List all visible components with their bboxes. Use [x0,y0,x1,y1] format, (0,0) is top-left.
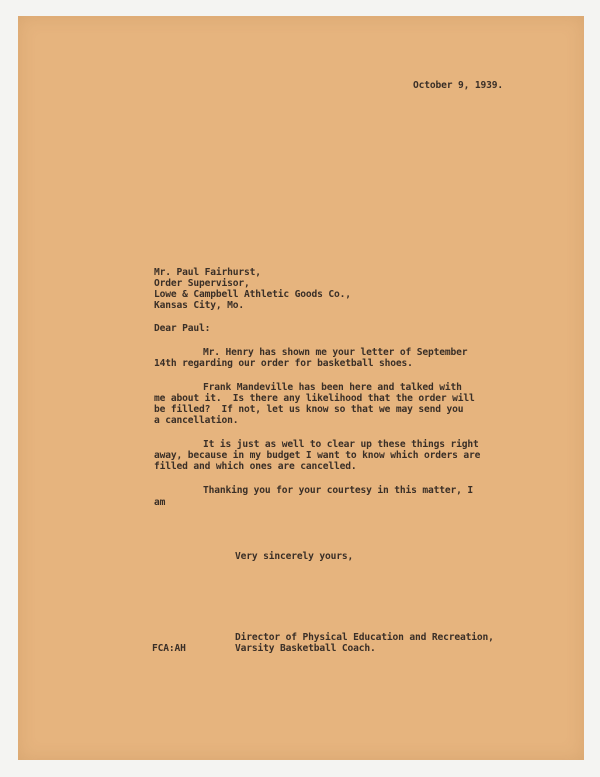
body-line: a cancellation. [154,415,239,426]
salutation: Dear Paul: [154,323,211,334]
letter-date: October 9, 1939. [413,80,504,91]
signature-title-line: Varsity Basketball Coach. [235,643,376,654]
body-line: Frank Mandeville has been here and talked with [203,382,462,393]
body-line: 14th regarding our order for basketball shoes. [154,358,413,369]
body-line: away, because in my budget I want to know which orders are [154,450,481,461]
body-line: me about it. Is there any likelihood that the order will [154,393,475,404]
typist-initials: FCA:AH [152,643,186,654]
recipient-line: Lowe & Campbell Athletic Goods Co., [154,289,351,300]
closing: Very sincerely yours, [235,551,354,562]
body-line: am [154,497,166,508]
body-line: Thanking you for your courtesy in this matter, I [203,485,474,496]
body-line: filled and which ones are cancelled. [154,461,357,472]
recipient-line: Kansas City, Mo. [154,300,245,311]
recipient-line: Mr. Paul Fairhurst, [154,267,261,278]
body-line: Mr. Henry has shown me your letter of September [203,347,468,358]
body-line: be filled? If not, let us know so that we may send you [154,404,464,415]
recipient-line: Order Supervisor, [154,278,250,289]
signature-title-line: Director of Physical Education and Recreation, [235,632,494,643]
body-line: It is just as well to clear up these things right [203,439,479,450]
